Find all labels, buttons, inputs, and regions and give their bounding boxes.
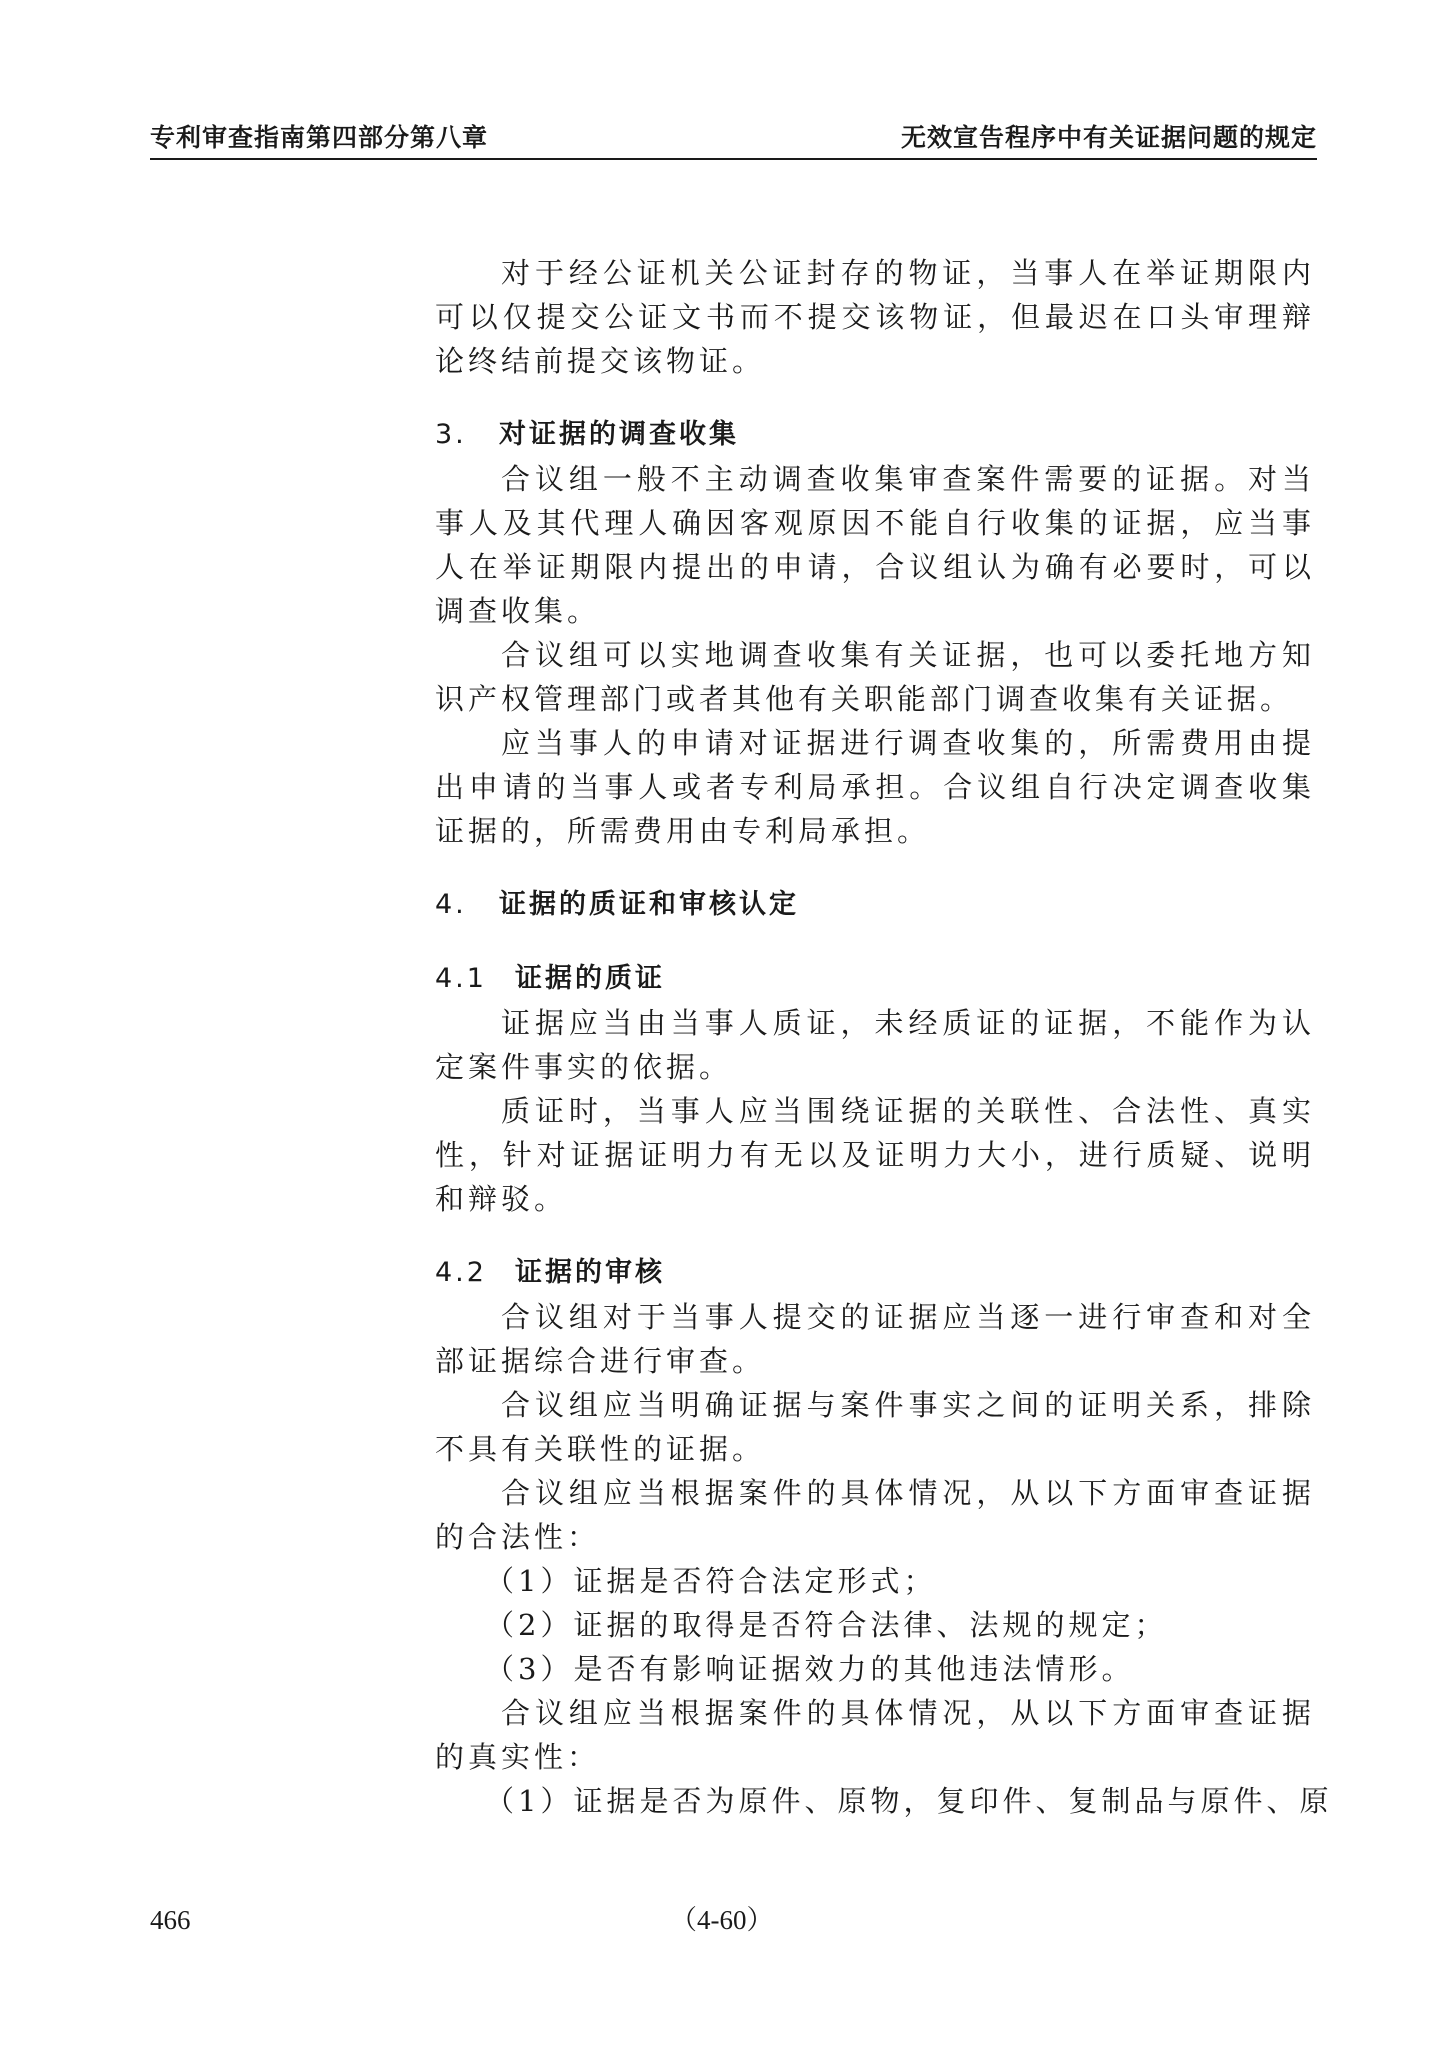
section-3-heading bbox=[435, 413, 1315, 457]
section-4-number: 4. bbox=[435, 889, 467, 920]
section-4-2-heading bbox=[435, 1251, 1315, 1295]
header-chapter-title: 专利审查指南第四部分第八章 bbox=[150, 123, 489, 152]
section-3-number: 3. bbox=[435, 419, 467, 450]
section-page-number: （4-60） bbox=[670, 1905, 774, 1935]
header-section-title: 无效宣告程序中有关证据问题的规定 bbox=[900, 123, 1317, 152]
section-3-paragraph: 应当事人的申请对证据进行调查收集的，所需费用由提出申请的当事人或者专利局承担。合议组自行决定调查收集证据的，所需费用由专利局承担。 bbox=[435, 726, 1315, 848]
header-rule bbox=[150, 158, 1317, 160]
section-4-1-paragraph: 证据应当由当事人质证，未经质证的证据，不能作为认定案件事实的依据。 bbox=[435, 1006, 1315, 1084]
spacer bbox=[435, 1221, 1315, 1251]
section-4-1-heading bbox=[435, 957, 1315, 1001]
section-3-title: 对证据的调查收集 bbox=[499, 419, 739, 450]
section-4-heading bbox=[435, 883, 1315, 927]
legality-list-item: （2）证据的取得是否符合法律、法规的规定； bbox=[485, 1608, 1168, 1642]
running-header bbox=[150, 120, 1317, 156]
authenticity-list-item: （1）证据是否为原件、原物，复印件、复制品与原件、原 bbox=[485, 1784, 1333, 1818]
spacer bbox=[435, 383, 1315, 413]
section-3-paragraph: 合议组一般不主动调查收集审查案件需要的证据。对当事人及其代理人确因客观原因不能自行收集的证据，应当事人在举证期限内提出的申请，合议组认为确有必要时，可以调查收集。 bbox=[435, 462, 1315, 628]
legality-list-item: （1）证据是否符合法定形式； bbox=[485, 1564, 937, 1598]
intro-paragraph: 对于经公证机关公证封存的物证，当事人在举证期限内可以仅提交公证文书而不提交该物证，但最迟在口头审理辩论终结前提交该物证。 bbox=[435, 256, 1315, 378]
legality-list-item: （3）是否有影响证据效力的其他违法情形。 bbox=[485, 1652, 1135, 1686]
section-4-2-title: 证据的审核 bbox=[515, 1257, 665, 1288]
body-text bbox=[435, 251, 1333, 1823]
spacer bbox=[435, 927, 1315, 957]
section-4-2-number: 4.2 bbox=[435, 1257, 487, 1288]
authenticity-intro-paragraph: 合议组应当根据案件的具体情况，从以下方面审查证据的真实性： bbox=[435, 1696, 1315, 1774]
section-4-1-title: 证据的质证 bbox=[515, 963, 665, 994]
spacer bbox=[435, 853, 1315, 883]
section-4-1-number: 4.1 bbox=[435, 963, 487, 994]
section-3-paragraph: 合议组可以实地调查收集有关证据，也可以委托地方知识产权管理部门或者其他有关职能部门调查收集有关证据。 bbox=[435, 638, 1315, 716]
section-4-2-paragraph: 合议组对于当事人提交的证据应当逐一进行审查和对全部证据综合进行审查。 bbox=[435, 1300, 1315, 1378]
section-4-1-paragraph: 质证时，当事人应当围绕证据的关联性、合法性、真实性，针对证据证明力有无以及证明力大小，进行质疑、说明和辩驳。 bbox=[435, 1094, 1315, 1216]
page-number: 466 bbox=[150, 1905, 191, 1935]
section-4-2-paragraph: 合议组应当根据案件的具体情况，从以下方面审查证据的合法性： bbox=[435, 1476, 1315, 1554]
section-4-2-paragraph: 合议组应当明确证据与案件事实之间的证明关系，排除不具有关联性的证据。 bbox=[435, 1388, 1315, 1466]
section-4-title: 证据的质证和审核认定 bbox=[499, 889, 799, 920]
